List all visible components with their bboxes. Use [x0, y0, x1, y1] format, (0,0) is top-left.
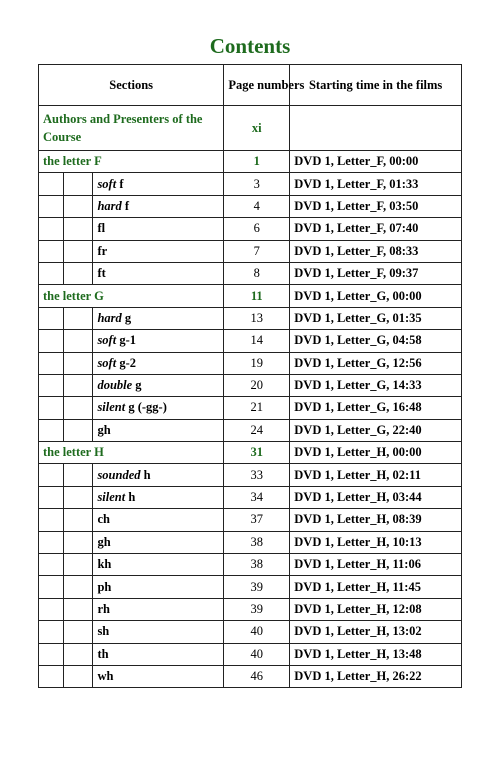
subsection-page: 14	[224, 330, 290, 352]
subsection-page: 8	[224, 262, 290, 284]
indent-cell	[39, 509, 64, 531]
subsection-label	[93, 464, 224, 486]
subsection-text: rh	[97, 602, 110, 616]
subsection-emphasis: soft	[97, 355, 117, 370]
subsection-time: DVD 1, Letter_G, 14:33	[290, 374, 462, 396]
subsection-text: g	[121, 310, 132, 325]
indent-cell	[39, 554, 64, 576]
subsection-page: 39	[224, 598, 290, 620]
authors-time	[290, 106, 462, 151]
subsection-text: fl	[97, 221, 106, 236]
subsection-time: DVD 1, Letter_G, 04:58	[290, 330, 462, 352]
subsection-row	[39, 352, 462, 374]
subsection-text: g-2	[116, 355, 136, 370]
subsection-row	[39, 419, 462, 441]
subsection-text: h	[125, 490, 136, 505]
subsection-page: 4	[224, 195, 290, 217]
indent-cell	[39, 374, 64, 396]
indent-cell	[64, 195, 93, 217]
subsection-time: DVD 1, Letter_G, 22:40	[290, 419, 462, 441]
section-label: the letter H	[39, 442, 224, 464]
subsection-label	[93, 352, 224, 374]
indent-cell	[64, 218, 93, 240]
subsection-time: DVD 1, Letter_F, 03:50	[290, 195, 462, 217]
subsection-time: DVD 1, Letter_H, 13:48	[290, 643, 462, 665]
section-page: 1	[224, 151, 290, 173]
subsection-time: DVD 1, Letter_H, 26:22	[290, 665, 462, 687]
subsection-page: 13	[224, 307, 290, 329]
header-row	[39, 65, 462, 106]
page-title: Contents	[209, 34, 291, 58]
subsection-time: DVD 1, Letter_F, 09:37	[290, 262, 462, 284]
subsection-label	[93, 486, 224, 508]
subsection-time: DVD 1, Letter_H, 08:39	[290, 509, 462, 531]
subsection-page: 20	[224, 374, 290, 396]
subsection-label	[93, 397, 224, 419]
subsection-page: 24	[224, 419, 290, 441]
indent-cell	[39, 531, 64, 553]
subsection-emphasis: soft	[97, 176, 117, 191]
subsection-page: 19	[224, 352, 290, 374]
indent-cell	[39, 195, 64, 217]
subsection-label	[93, 509, 224, 531]
indent-cell	[39, 643, 64, 665]
subsection-label	[93, 598, 224, 620]
subsection-emphasis: silent	[97, 400, 126, 415]
section-label: the letter F	[39, 151, 224, 173]
section-time: DVD 1, Letter_H, 00:00	[290, 442, 462, 464]
indent-cell	[64, 419, 93, 441]
subsection-row	[39, 307, 462, 329]
subsection-row	[39, 464, 462, 486]
subsection-time: DVD 1, Letter_G, 16:48	[290, 397, 462, 419]
indent-cell	[64, 598, 93, 620]
indent-cell	[39, 240, 64, 262]
subsection-page: 40	[224, 643, 290, 665]
subsection-text: f	[116, 176, 124, 191]
subsection-text: g	[132, 378, 142, 393]
section-row	[39, 442, 462, 464]
indent-cell	[39, 397, 64, 419]
subsection-text: kh	[97, 557, 112, 572]
indent-cell	[64, 554, 93, 576]
indent-cell	[39, 576, 64, 598]
subsection-label	[93, 576, 224, 598]
indent-cell	[39, 173, 64, 195]
sections-header: Sections	[39, 65, 224, 106]
subsection-text: g (-gg-)	[125, 400, 167, 415]
subsection-text: ft	[97, 266, 106, 281]
subsection-text: ch	[97, 512, 110, 527]
subsection-emphasis: hard	[97, 310, 122, 325]
subsection-time: DVD 1, Letter_F, 08:33	[290, 240, 462, 262]
subsection-text: h	[140, 467, 151, 482]
subsection-page: 46	[224, 665, 290, 687]
indent-cell	[39, 307, 64, 329]
indent-cell	[39, 621, 64, 643]
subsection-text: ph	[97, 579, 112, 594]
subsection-page: 37	[224, 509, 290, 531]
subsection-text: wh	[97, 669, 114, 684]
subsection-page: 38	[224, 531, 290, 553]
indent-cell	[39, 464, 64, 486]
indent-cell	[64, 464, 93, 486]
indent-cell	[39, 665, 64, 687]
indent-cell	[39, 598, 64, 620]
section-row	[39, 151, 462, 173]
subsection-page: 33	[224, 464, 290, 486]
subsection-page: 21	[224, 397, 290, 419]
subsection-time: DVD 1, Letter_H, 03:44	[290, 486, 462, 508]
subsection-label	[93, 419, 224, 441]
subsection-row	[39, 598, 462, 620]
section-page: 31	[224, 442, 290, 464]
subsection-label	[93, 374, 224, 396]
subsection-row	[39, 486, 462, 508]
subsection-emphasis: silent	[97, 490, 126, 505]
page-numbers-header: Page numbers	[224, 65, 290, 106]
subsection-label	[93, 665, 224, 687]
subsection-label	[93, 307, 224, 329]
indent-cell	[64, 576, 93, 598]
indent-cell	[64, 352, 93, 374]
subsection-label	[93, 330, 224, 352]
subsection-row	[39, 218, 462, 240]
subsection-page: 3	[224, 173, 290, 195]
subsection-text: th	[97, 646, 109, 661]
indent-cell	[39, 218, 64, 240]
subsection-text: gh	[97, 534, 111, 549]
subsection-row	[39, 576, 462, 598]
subsection-time: DVD 1, Letter_F, 07:40	[290, 218, 462, 240]
subsection-page: 7	[224, 240, 290, 262]
subsection-time: DVD 1, Letter_H, 02:11	[290, 464, 462, 486]
subsection-time: DVD 1, Letter_H, 11:06	[290, 554, 462, 576]
subsection-row	[39, 643, 462, 665]
indent-cell	[39, 352, 64, 374]
indent-cell	[64, 374, 93, 396]
contents-table	[38, 64, 462, 688]
subsection-row	[39, 397, 462, 419]
authors-label: Authors and Presenters of the Course	[39, 106, 224, 151]
indent-cell	[39, 486, 64, 508]
subsection-row	[39, 509, 462, 531]
subsection-time: DVD 1, Letter_H, 13:02	[290, 621, 462, 643]
section-row	[39, 285, 462, 307]
subsection-row	[39, 621, 462, 643]
subsection-text: gh	[97, 422, 111, 437]
subsection-row	[39, 374, 462, 396]
subsection-row	[39, 531, 462, 553]
subsection-text: f	[121, 198, 130, 213]
starting-time-header: Starting time in the films	[290, 65, 462, 106]
subsection-label	[93, 531, 224, 553]
subsection-emphasis: hard	[97, 198, 122, 213]
indent-cell	[64, 621, 93, 643]
indent-cell	[39, 262, 64, 284]
indent-cell	[39, 330, 64, 352]
subsection-time: DVD 1, Letter_H, 11:45	[290, 576, 462, 598]
subsection-text: sh	[97, 624, 110, 639]
section-time: DVD 1, Letter_G, 00:00	[290, 285, 462, 307]
subsection-time: DVD 1, Letter_F, 01:33	[290, 173, 462, 195]
indent-cell	[64, 397, 93, 419]
section-time: DVD 1, Letter_F, 00:00	[290, 151, 462, 173]
subsection-label	[93, 262, 224, 284]
subsection-page: 39	[224, 576, 290, 598]
subsection-row	[39, 240, 462, 262]
authors-page: xi	[224, 106, 290, 151]
indent-cell	[64, 307, 93, 329]
indent-cell	[64, 531, 93, 553]
subsection-time: DVD 1, Letter_G, 01:35	[290, 307, 462, 329]
subsection-label	[93, 218, 224, 240]
subsection-page: 38	[224, 554, 290, 576]
subsection-page: 34	[224, 486, 290, 508]
indent-cell	[64, 262, 93, 284]
subsection-time: DVD 1, Letter_H, 12:08	[290, 598, 462, 620]
subsection-emphasis: sounded	[97, 467, 141, 482]
indent-cell	[64, 665, 93, 687]
subsection-row	[39, 173, 462, 195]
subsection-page: 40	[224, 621, 290, 643]
section-label: the letter G	[39, 285, 224, 307]
indent-cell	[39, 419, 64, 441]
section-page: 11	[224, 285, 290, 307]
subsection-emphasis: soft	[97, 333, 117, 348]
indent-cell	[64, 643, 93, 665]
indent-cell	[64, 240, 93, 262]
subsection-emphasis: double	[97, 378, 133, 393]
subsection-row	[39, 195, 462, 217]
subsection-page: 6	[224, 218, 290, 240]
subsection-label	[93, 173, 224, 195]
subsection-row	[39, 665, 462, 687]
subsection-label	[93, 643, 224, 665]
subsection-text: fr	[97, 243, 108, 258]
subsection-row	[39, 330, 462, 352]
indent-cell	[64, 509, 93, 531]
subsection-label	[93, 195, 224, 217]
subsection-row	[39, 262, 462, 284]
subsection-label	[93, 621, 224, 643]
subsection-time: DVD 1, Letter_H, 10:13	[290, 531, 462, 553]
subsection-label	[93, 240, 224, 262]
subsection-label	[93, 554, 224, 576]
subsection-text: g-1	[116, 333, 136, 348]
indent-cell	[64, 486, 93, 508]
indent-cell	[64, 330, 93, 352]
subsection-row	[39, 554, 462, 576]
subsection-time: DVD 1, Letter_G, 12:56	[290, 352, 462, 374]
indent-cell	[64, 173, 93, 195]
authors-row	[39, 106, 462, 151]
